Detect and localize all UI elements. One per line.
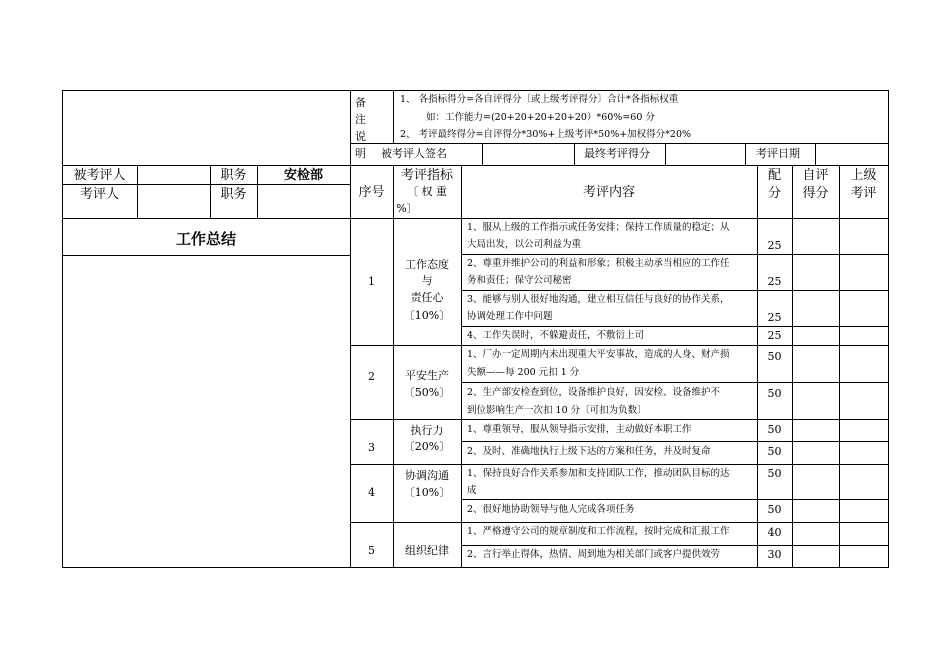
item-text: 失额——每 200 元扣 1 分 <box>467 367 580 378</box>
table-border-right <box>888 90 889 568</box>
item-text: 2、及时、准确地执行上级下达的方案和任务，并及时复命 <box>467 446 711 457</box>
group-seq: 3 <box>368 441 375 454</box>
item-text: 大局出发，以公司利益为重 <box>467 239 582 250</box>
divider <box>745 143 746 165</box>
divider <box>62 255 351 256</box>
divider <box>839 165 840 568</box>
eval-date-label: 考评日期 <box>756 147 800 160</box>
item-score: 50 <box>767 387 782 400</box>
col-header-self-1: 自评 <box>802 168 829 183</box>
group-indicator: 与 <box>421 274 433 287</box>
group-seq: 4 <box>368 486 375 499</box>
item-text: 3、能够与别人很好地沟通，建立相互信任与良好的协作关系， <box>467 294 730 305</box>
item-score: 50 <box>767 423 782 436</box>
item-score: 25 <box>767 311 782 324</box>
position-label-2: 职务 <box>220 187 247 202</box>
item-text: 务和责任；保守公司秘密 <box>467 275 572 286</box>
divider <box>665 143 666 165</box>
table-border-left <box>62 90 63 568</box>
item-score: 25 <box>767 275 782 288</box>
item-text: 2、言行举止得体，热情、周到地为相关部门或客户提供效劳 <box>467 549 721 560</box>
col-header-indicator: 考评指标 <box>400 168 453 183</box>
notes-line-2: 如：工作能力=(20+20+20+20+20）*60%=60 分 <box>426 112 655 123</box>
position-label: 职务 <box>220 168 247 183</box>
item-score: 50 <box>767 503 782 516</box>
col-header-weight-unit: %〕 <box>396 202 418 215</box>
col-header-self-2: 得分 <box>802 186 829 201</box>
divider <box>792 165 793 568</box>
item-text: 到位影响生产一次扣 10 分〔可扣为负数〕 <box>467 405 647 416</box>
item-text: 协调处理工作中问题 <box>467 311 553 322</box>
item-score: 25 <box>767 239 782 252</box>
divider <box>461 382 889 383</box>
divider <box>461 441 889 442</box>
notes-line-1: 1、 各指标得分=各自评得分〔或上级考评得分〕合计*各指标权重 <box>400 94 679 105</box>
divider <box>137 165 138 219</box>
group-indicator: 〔50%〕 <box>403 386 451 399</box>
final-score-label: 最终考评得分 <box>584 147 650 160</box>
group-indicator: 〔10%〕 <box>403 309 451 322</box>
item-score: 50 <box>767 467 782 480</box>
col-header-content: 考评内容 <box>582 185 635 200</box>
group-indicator: 责任心 <box>410 291 444 304</box>
item-score: 30 <box>767 548 782 561</box>
col-header-sup-1: 上级 <box>850 168 877 183</box>
divider <box>815 143 816 165</box>
divider <box>62 165 889 166</box>
evaluatee-signature-label: 被考评人签名 <box>381 147 447 160</box>
item-text: 1、尊重领导，服从领导指示安排，主动做好本职工作 <box>467 424 692 435</box>
evaluatee-label: 被考评人 <box>73 168 126 183</box>
item-text: 2、生产部安检查到位，设备维护良好，因安检、设备维护不 <box>467 387 721 398</box>
group-indicator: 工作态度 <box>405 258 449 271</box>
group-indicator: 组织纪律 <box>405 544 449 557</box>
item-score: 50 <box>767 350 782 363</box>
item-text: 2、尊重并维护公司的利益和形象；积极主动承当相应的工作任 <box>467 258 730 269</box>
divider <box>62 184 351 185</box>
group-seq: 2 <box>368 370 375 383</box>
evaluator-label: 考评人 <box>79 187 119 202</box>
item-text: 成 <box>467 485 477 496</box>
group-seq: 1 <box>368 275 375 288</box>
divider <box>393 165 394 568</box>
group-indicator: 〔10%〕 <box>403 486 451 499</box>
divider <box>461 499 889 500</box>
col-header-score-1: 配 <box>767 168 781 183</box>
item-text: 1、保持良好合作关系参加和支持团队工作，推动团队目标的达 <box>467 468 730 479</box>
col-header-sup-2: 考评 <box>850 186 877 201</box>
item-score: 50 <box>767 445 782 458</box>
item-score: 40 <box>767 526 782 539</box>
item-text: 1、服从上级的工作指示或任务安排；保持工作质量的稳定；从 <box>467 222 730 233</box>
divider <box>482 143 483 165</box>
group-seq: 5 <box>368 544 375 557</box>
item-text: 4、工作失误时，不躲避责任，不敷衍上司 <box>467 330 645 341</box>
col-header-seq: 序号 <box>358 185 385 200</box>
item-text: 1、厂办一定周期内未出现重大平安事故，造成的人身、财产损 <box>467 349 730 360</box>
notes-label: 备 注 说 明 <box>355 96 371 160</box>
divider <box>62 218 351 219</box>
group-indicator: 平安生产 <box>405 369 449 382</box>
notes-line-3: 2、 考评最终得分=自评得分*30%+上级考评*50%+加权得分*20% <box>400 129 692 140</box>
item-score: 25 <box>767 329 782 342</box>
item-text: 2、很好地协助领导与他人完成各项任务 <box>467 504 635 515</box>
divider <box>574 143 575 165</box>
col-header-weight: 〔 权 重 <box>407 185 447 198</box>
divider <box>461 165 462 568</box>
work-summary-title: 工作总结 <box>175 230 236 248</box>
col-header-score-2: 分 <box>767 186 781 201</box>
department-value: 安检部 <box>283 168 323 183</box>
table-border-bottom <box>62 567 889 568</box>
divider <box>393 90 394 143</box>
group-indicator: 协调沟通 <box>405 469 449 482</box>
group-indicator: 〔20%〕 <box>403 440 451 453</box>
group-indicator: 执行力 <box>410 424 444 437</box>
item-text: 1、严格遵守公司的规章制度和工作流程，按时完成和汇报工作 <box>467 526 730 537</box>
